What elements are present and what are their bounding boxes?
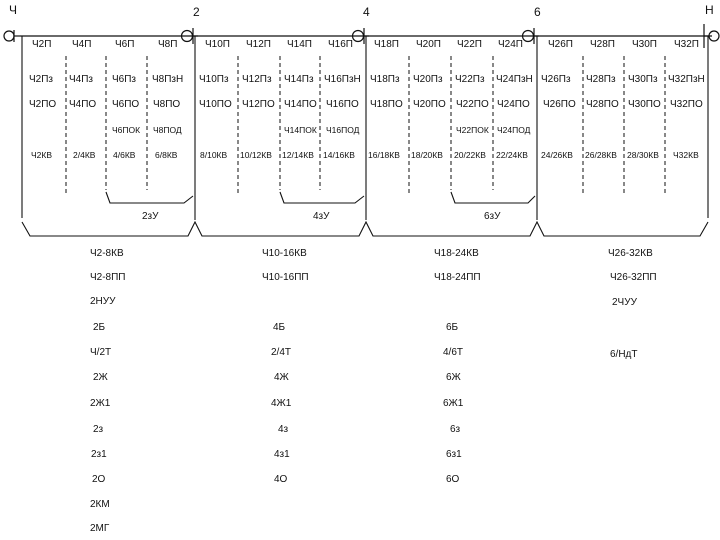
track-label: Ч22П [457, 39, 482, 50]
relay-label: Ч30Пз [628, 74, 658, 85]
group-item: 2МГ [90, 523, 110, 534]
relay-label: Ч22ПО [456, 99, 489, 110]
track-label: Ч30П [632, 39, 657, 50]
relay-label: Ч26ПО [543, 99, 576, 110]
relay-label: Ч28Пз [586, 74, 616, 85]
code-label: 12/14КВ [282, 150, 314, 160]
track-label: Ч2П [32, 39, 52, 50]
group-item: 2Б [93, 322, 106, 333]
group-item: 2КМ [90, 499, 110, 510]
signal-2-number: 2 [193, 5, 200, 19]
code-label: 14/16КВ [323, 150, 355, 160]
group-item: 2Ж [93, 372, 108, 383]
relay-label: Ч6Пз [112, 74, 136, 85]
relay-label: Ч14ПО [284, 99, 317, 110]
relay-label: Ч20Пз [413, 74, 443, 85]
relay-label: Ч24ПО [497, 99, 530, 110]
group-brackets [22, 222, 708, 236]
relay-label: Ч16ПО [326, 99, 359, 110]
track-label: Ч18П [374, 39, 399, 50]
track-label: Ч32П [674, 39, 699, 50]
group-item: 4О [274, 474, 288, 485]
group-item: Ч18-24ПП [434, 272, 481, 283]
group-item: 4/6Т [443, 347, 464, 358]
code-label: 6/8КВ [155, 150, 178, 160]
group-item: 4з1 [274, 449, 290, 460]
track-label: Ч12П [246, 39, 271, 50]
group-item: 6/НдТ [610, 349, 638, 360]
group-item: 2О [92, 474, 106, 485]
code-label: Ч32КВ [673, 150, 699, 160]
relay-label: Ч14Пз [284, 74, 314, 85]
relay-label: Ч4Пз [69, 74, 93, 85]
track-label: Ч24П [498, 39, 523, 50]
group-item: Ч26-32КВ [608, 248, 653, 259]
relay-label: Ч32ПО [670, 99, 703, 110]
relay-label: Ч10Пз [199, 74, 229, 85]
track-label: Ч26П [548, 39, 573, 50]
track-label: Ч6П [115, 39, 135, 50]
group-item: Ч2-8ПП [90, 272, 126, 283]
track-label: Ч4П [72, 39, 92, 50]
signal-4-number: 4 [363, 5, 370, 19]
track-label: Ч20П [416, 39, 441, 50]
signal-6-number: 6 [534, 5, 541, 19]
group-item: 6Ж [446, 372, 461, 383]
relay-label: Ч22ПОК [456, 125, 489, 135]
code-label: 2/4КВ [73, 150, 96, 160]
group-item: Ч/2Т [90, 347, 112, 358]
group-item: 2з1 [91, 449, 107, 460]
left-endpoint-label: Ч [9, 3, 17, 17]
relay-label: Ч6ПО [112, 99, 140, 110]
code-label: 10/12КВ [240, 150, 272, 160]
group-item: 4Ж1 [271, 398, 292, 409]
relay-label: Ч24ПзН [496, 74, 533, 85]
zone-brackets [106, 192, 535, 203]
relay-label: Ч16ПзН [324, 74, 361, 85]
track-label: Ч8П [158, 39, 178, 50]
group-item: 2Ж1 [90, 398, 111, 409]
relay-label: Ч10ПО [199, 99, 232, 110]
relay-label: Ч20ПО [413, 99, 446, 110]
relay-label: Ч24ПОД [497, 125, 531, 135]
group-item: Ч18-24КВ [434, 248, 479, 259]
relay-label: Ч26Пз [541, 74, 571, 85]
zone-label: 2зУ [142, 211, 159, 222]
group-item: 6Б [446, 322, 459, 333]
code-label: 22/24КВ [496, 150, 528, 160]
track-label: Ч14П [287, 39, 312, 50]
group-item: 2/4Т [271, 347, 292, 358]
code-label: 20/22КВ [454, 150, 486, 160]
relay-label: Ч12ПО [242, 99, 275, 110]
track-label: Ч16П [328, 39, 353, 50]
relay-label: Ч8ПОД [153, 125, 182, 135]
relay-label: Ч22Пз [455, 74, 485, 85]
code-label: 18/20КВ [411, 150, 443, 160]
relay-label: Ч2Пз [29, 74, 53, 85]
zone-label: 4зУ [313, 211, 330, 222]
relay-label: Ч32ПзН [668, 74, 705, 85]
code-label: 4/6КВ [113, 150, 136, 160]
relay-label: Ч4ПО [69, 99, 97, 110]
group-item: 4Б [273, 322, 286, 333]
group-item: 6з1 [446, 449, 462, 460]
group-item: Ч2-8КВ [90, 248, 124, 259]
group-item: 2з [93, 424, 104, 435]
relay-label: Ч14ПОК [284, 125, 317, 135]
relay-label: Ч2ПО [29, 99, 57, 110]
zone-label: 6зУ [484, 211, 501, 222]
code-label: 16/18КВ [368, 150, 400, 160]
group-item: 2ЧУУ [612, 297, 637, 308]
group-item: 2НУУ [90, 296, 116, 307]
code-label: 26/28КВ [585, 150, 617, 160]
relay-label: Ч18ПО [370, 99, 403, 110]
group-item: 6О [446, 474, 460, 485]
right-endpoint-label: Н [705, 3, 714, 17]
group-item: 4з [278, 424, 289, 435]
relay-label: Ч30ПО [628, 99, 661, 110]
group-item: 6з [450, 424, 461, 435]
group-item: 6Ж1 [443, 398, 464, 409]
relay-label: Ч8ПО [153, 99, 181, 110]
track-label: Ч10П [205, 39, 230, 50]
code-label: 28/30КВ [627, 150, 659, 160]
relay-label: Ч6ПОК [112, 125, 141, 135]
group-item: 4Ж [274, 372, 289, 383]
relay-label: Ч8ПзН [152, 74, 184, 85]
track-label: Ч28П [590, 39, 615, 50]
code-label: 24/26КВ [541, 150, 573, 160]
left-endpoint-symbol [4, 30, 20, 42]
relay-label: Ч28ПО [586, 99, 619, 110]
relay-label: Ч18Пз [370, 74, 400, 85]
relay-label: Ч16ПОД [326, 125, 360, 135]
code-label: Ч2КВ [31, 150, 53, 160]
code-label: 8/10КВ [200, 150, 228, 160]
group-item: Ч10-16КВ [262, 248, 307, 259]
group-item: Ч10-16ПП [262, 272, 309, 283]
group-item: Ч26-32ПП [610, 272, 657, 283]
relay-label: Ч12Пз [242, 74, 272, 85]
